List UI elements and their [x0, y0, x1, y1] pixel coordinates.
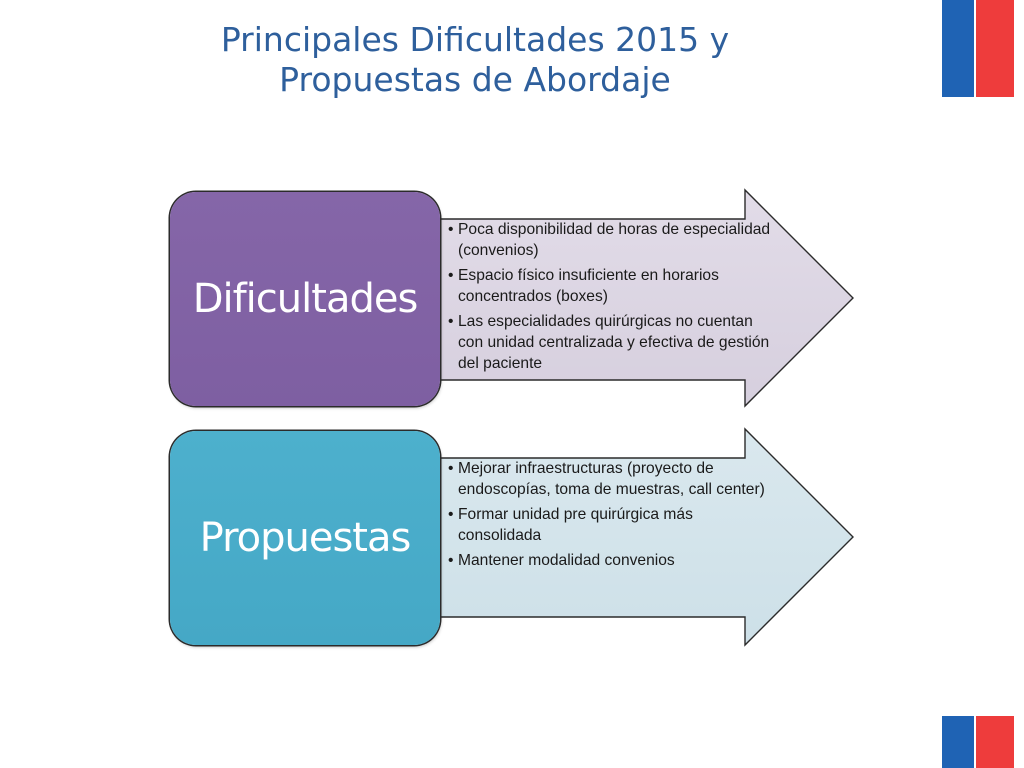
- propuestas-item: • Mejorar infraestructuras (proyecto de endoscopías, toma de muestras, call center): [448, 458, 778, 500]
- propuestas-label: Propuestas: [199, 515, 411, 561]
- slide-title-line-2: Propuestas de Abordaje: [279, 60, 671, 99]
- slide-title-line-1: Principales Dificultades 2015 y: [220, 20, 730, 59]
- flag-red-stripe: [976, 716, 1014, 768]
- propuestas-item: • Mantener modalidad convenios: [448, 550, 778, 571]
- dificultades-item: • Poca disponibilidad de horas de especialidad (convenios): [448, 219, 778, 261]
- propuestas-list: [448, 458, 778, 575]
- propuestas-box: [170, 431, 440, 645]
- chile-flag-decoration-bottom: [942, 716, 1014, 768]
- propuestas-item: • Formar unidad pre quirúrgica más consolidada: [448, 504, 778, 546]
- dificultades-item: • Las especialidades quirúrgicas no cuentan con unidad centralizada y efectiva de gestión del paciente: [448, 311, 778, 374]
- dificultades-list: [448, 219, 778, 378]
- dificultades-item: • Espacio físico insuficiente en horarios concentrados (boxes): [448, 265, 778, 307]
- dificultades-box: [170, 192, 440, 406]
- flag-blue-stripe: [942, 716, 974, 768]
- dificultades-label: Dificultades: [192, 276, 418, 322]
